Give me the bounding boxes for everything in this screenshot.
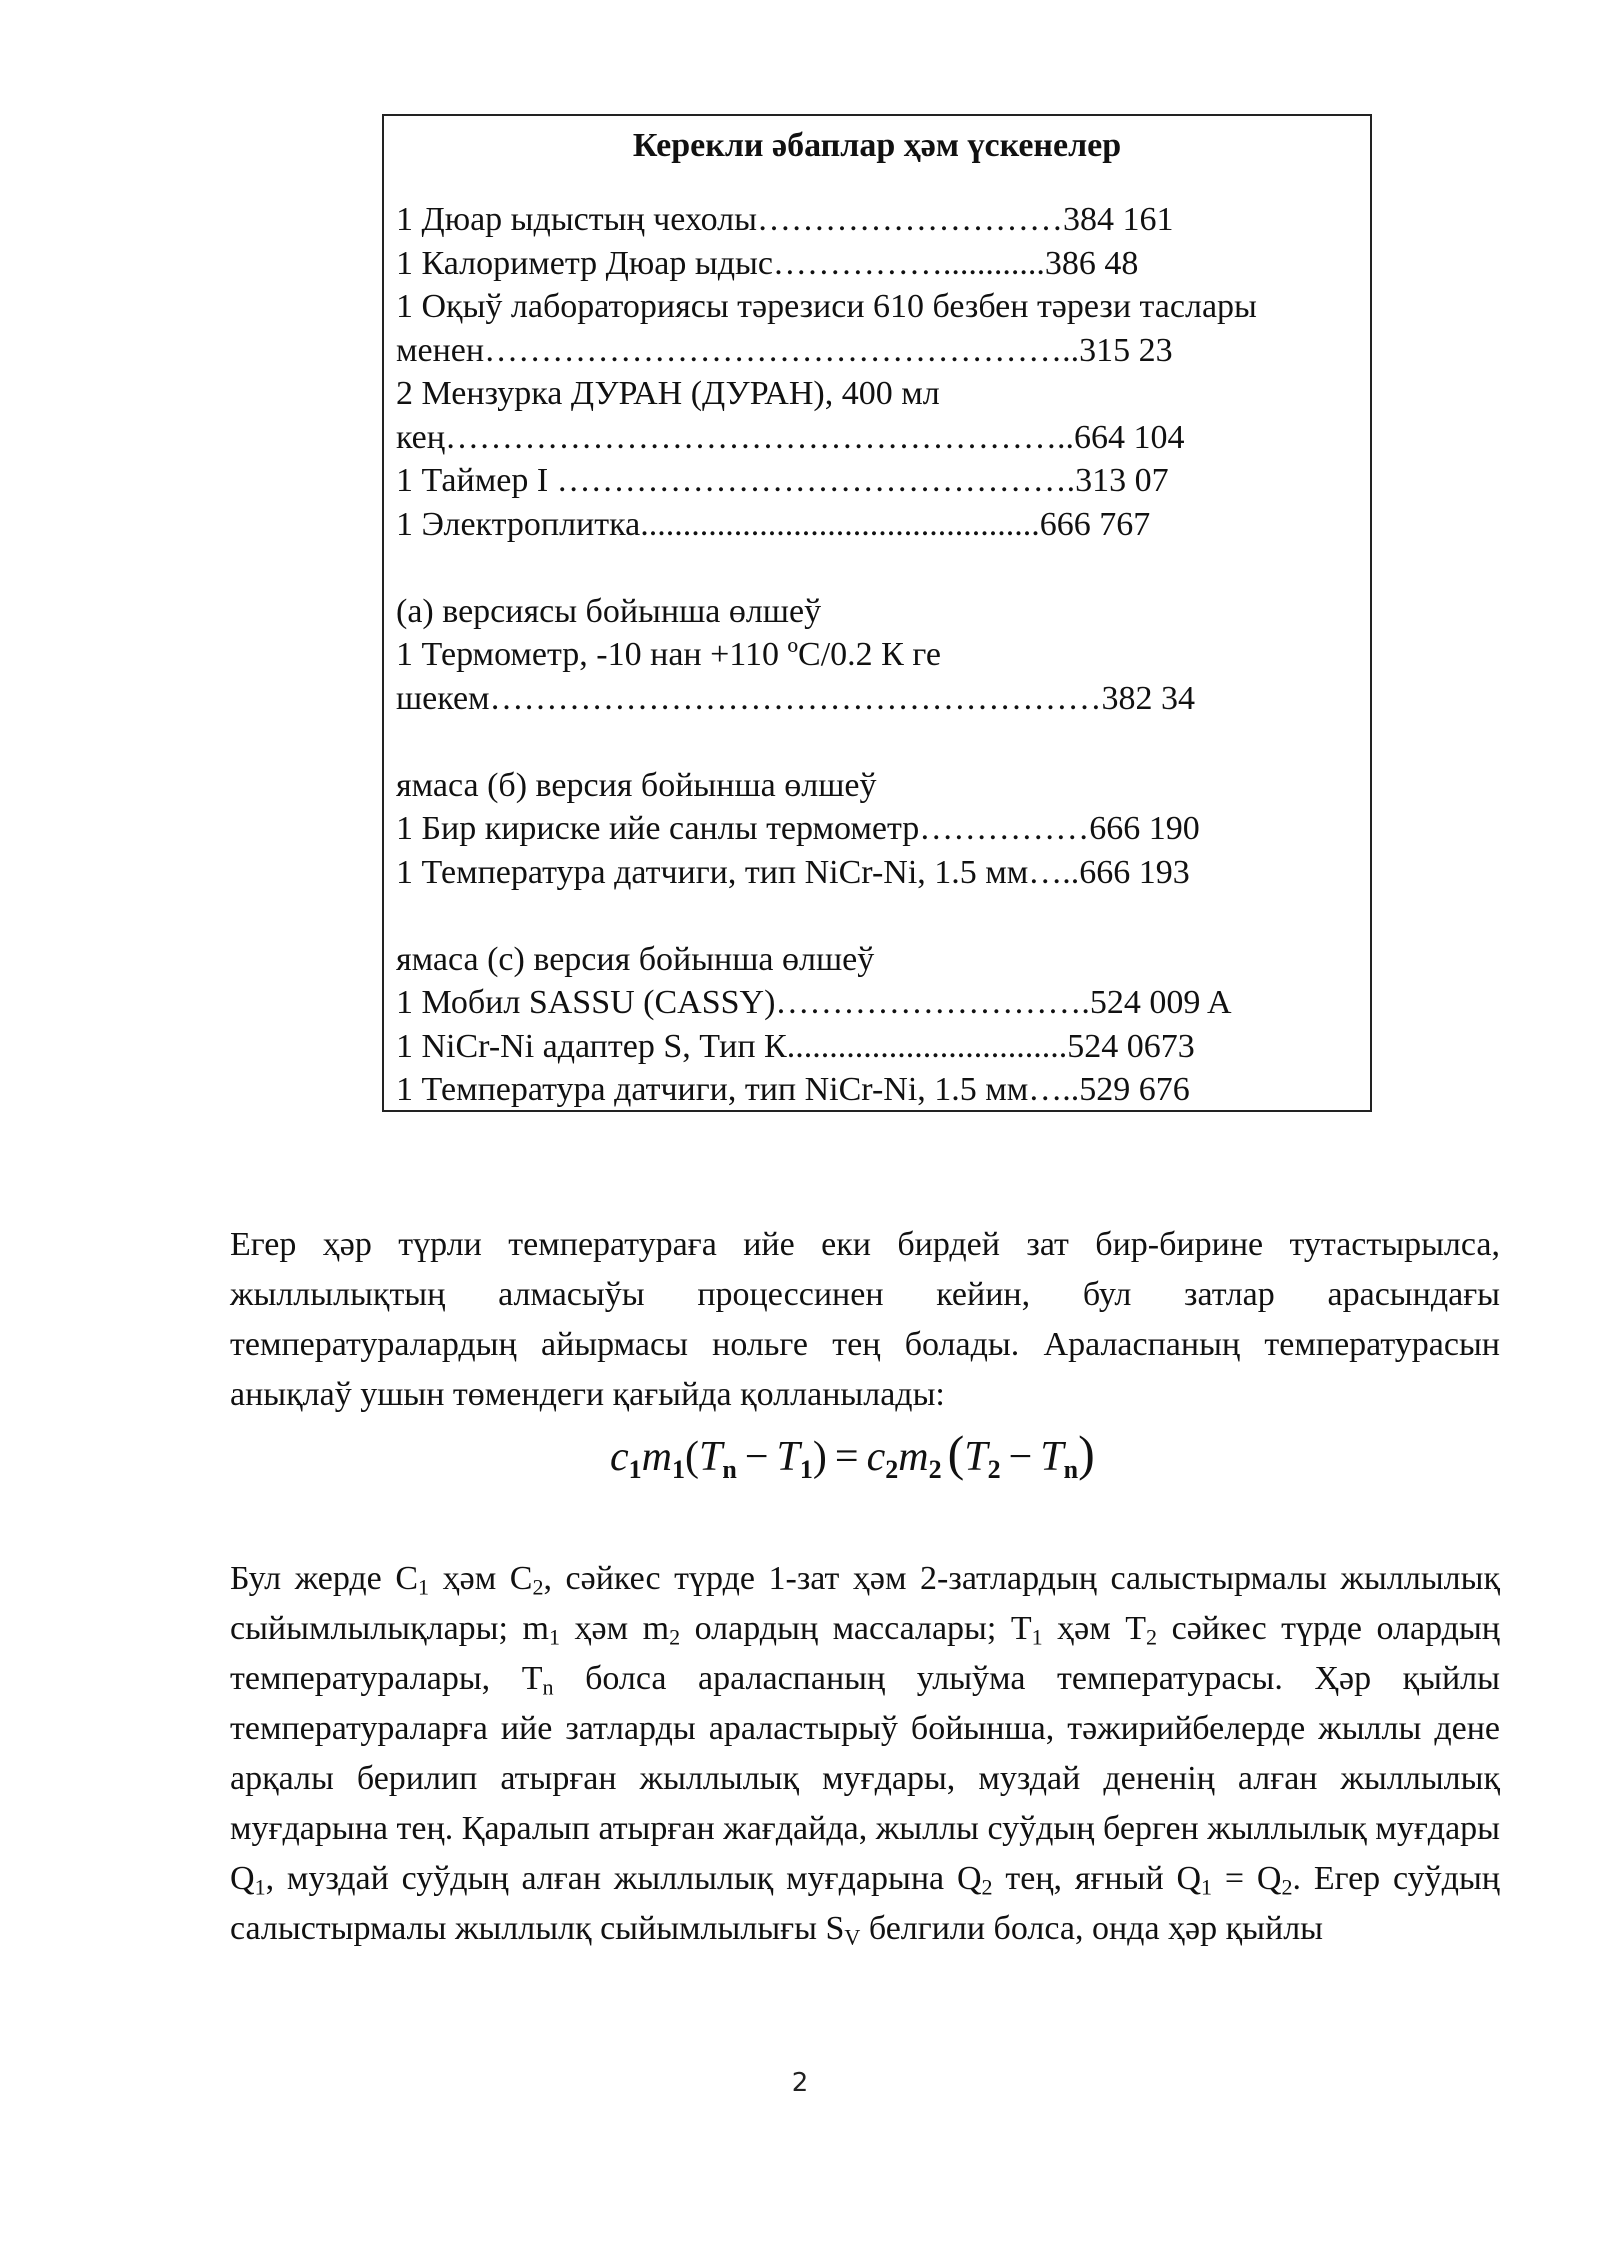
text-run: белгили болса, онда ҳәр қыйлы: [860, 1910, 1324, 1947]
text-run: тең, яғный Q: [992, 1860, 1202, 1897]
formula-symbol: T: [699, 1434, 723, 1480]
equipment-line: 1 Термометр, -10 нан +110 ºC/0.2 К ге: [396, 636, 941, 673]
text-run: , сәйкес түрде 1-зат ҳәм 2-затлардың салыстырмалы жыллылық сыйымлылықлары; m: [230, 1560, 1500, 1647]
text-run: ҳәм C: [429, 1560, 533, 1597]
formula-paren: (: [947, 1425, 965, 1481]
equipment-line: 1 NiCr-Ni адаптер S, Тип К.................................524 0673: [396, 1027, 1195, 1065]
formula-operator: −: [1008, 1434, 1033, 1480]
equipment-line: 1 Электроплитка...............................................666 767: [396, 505, 1151, 543]
equipment-line: шекем………………………………………………382 34: [396, 679, 1196, 717]
blank-line: [396, 894, 1358, 938]
formula-subscript: n: [722, 1455, 737, 1484]
equipment-line: 1 Температура датчиги, тип NiCr-Ni, 1.5 мм…..666 193: [396, 853, 1190, 891]
formula-symbol: c: [866, 1434, 886, 1480]
svg-text:c1m1(Tn−T1)=c2m2(T2−Tn): [610, 1425, 1095, 1484]
subscript: 2: [669, 1624, 681, 1650]
formula-operator: −: [744, 1434, 769, 1480]
equipment-list: [396, 198, 1358, 1112]
text-run: ҳәм m: [559, 1610, 670, 1647]
explanation-paragraph: [230, 1554, 1500, 1954]
equipment-line: кең………………………………………………..664 104: [396, 418, 1185, 456]
subscript: 1: [548, 1624, 560, 1650]
equipment-line: менен……………………………………………..315 23: [396, 331, 1173, 369]
formula-paren: ): [812, 1434, 827, 1480]
text-run: Бул жерде C: [230, 1560, 419, 1597]
subscript: 1: [418, 1574, 430, 1600]
equipment-line: 1 Мобил SASSU (CASSY)……………………….524 009 A: [396, 984, 1232, 1021]
equipment-box: [382, 114, 1372, 1112]
formula-paren: (: [685, 1434, 699, 1480]
formula-symbol: T: [1040, 1434, 1064, 1480]
equipment-line: 1 Таймер I ……………………………………….313 07: [396, 462, 1169, 499]
blank-line: [396, 720, 1358, 764]
formula-subscript: 2: [987, 1455, 1001, 1484]
heat-balance-formula: [610, 1420, 1130, 1490]
text-run: олардың массалары; T: [680, 1610, 1032, 1647]
equipment-line: 1 Бир кириске ийе санлы термометр……………666 190: [396, 810, 1200, 847]
equipment-line: 1 Оқыў лабораториясы тәрезиси 610 безбен тәрези таслары: [396, 288, 1257, 325]
subscript: 1: [254, 1874, 266, 1900]
equipment-section-heading: ямаса (с) версия бойынша өлшеў: [396, 940, 875, 978]
subscript: 2: [1146, 1624, 1158, 1650]
text-run: , муздай суўдың алған жыллылық муғдарына Q: [265, 1860, 982, 1897]
text-run: сәйкес түрде олардың температуралары, T: [230, 1610, 1500, 1697]
formula-subscript: 1: [799, 1455, 813, 1484]
formula-symbol: T: [964, 1434, 988, 1480]
blank-line: [396, 546, 1358, 590]
equipment-line: 1 Температура датчиги, тип NiCr-Ni, 1.5 мм…..529 676: [396, 1071, 1190, 1108]
formula-subscript: 1: [628, 1455, 642, 1484]
text-run: ҳәм T: [1042, 1610, 1147, 1647]
equipment-section-heading: ямаса (б) версия бойынша өлшеў: [396, 766, 877, 804]
subscript: 2: [532, 1574, 544, 1600]
formula-subscript: n: [1063, 1455, 1079, 1484]
subscript: 2: [981, 1874, 993, 1900]
formula-subscript: 1: [672, 1455, 685, 1484]
equipment-line: 2 Мензурка ДУРАН (ДУРАН), 400 мл: [396, 375, 940, 412]
subscript: 1: [1201, 1874, 1213, 1900]
subscript: n: [542, 1674, 554, 1700]
intro-paragraph: Егер ҳәр түрли температураға ийе еки бирдей зат бир-бирине тутастырылса, жыллылықтың алмасыўы процессинен кейин, бул затлар арасындағы температуралардың айырмасы нольге тең болады. Араласпаның температурасын анықлаў ушын төмендеги қағыйда қолланылады:: [230, 1226, 1500, 1413]
text-run: болса араласпаның улыўма температурасы. Ҳәр қыйлы температураларға ийе затларды араластырыў бойынша, тәжирийбелерде жыллы дене арқалы берилип атырған жыллылық муғдары, муздай дененің алған жыллылық муғдарына тең. Қаралып атырған жағдайда, жыллы суўдың берген жыллылық муғдары Q: [230, 1660, 1500, 1897]
formula-symbol: m: [898, 1434, 929, 1480]
formula-operator: =: [834, 1434, 859, 1480]
equipment-box-title: Керекли әбаплар ҳәм үскенелер: [632, 127, 1122, 164]
text-run: . Егер суўдың салыстырмалы жыллылқ сыйымлылығы S: [230, 1860, 1500, 1947]
equipment-line: 1 Калориметр Дюар ыдыс……………............386 48: [396, 244, 1139, 282]
formula-symbol: c: [610, 1434, 629, 1480]
subscript: V: [844, 1924, 861, 1950]
subscript: 2: [1281, 1874, 1293, 1900]
formula-symbol: m: [641, 1434, 672, 1480]
page-number: 2: [791, 2068, 809, 2098]
subscript: 1: [1031, 1624, 1043, 1650]
formula-symbol: T: [776, 1434, 800, 1480]
formula-paren: ): [1078, 1425, 1095, 1481]
equipment-line: 1 Дюар ыдыстың чехолы………………………384 161: [396, 201, 1174, 238]
formula-subscript: 2: [928, 1455, 942, 1484]
formula-subscript: 2: [885, 1455, 899, 1484]
equipment-section-heading: (а) версиясы бойынша өлшеў: [396, 592, 822, 630]
text-run: = Q: [1212, 1860, 1282, 1897]
